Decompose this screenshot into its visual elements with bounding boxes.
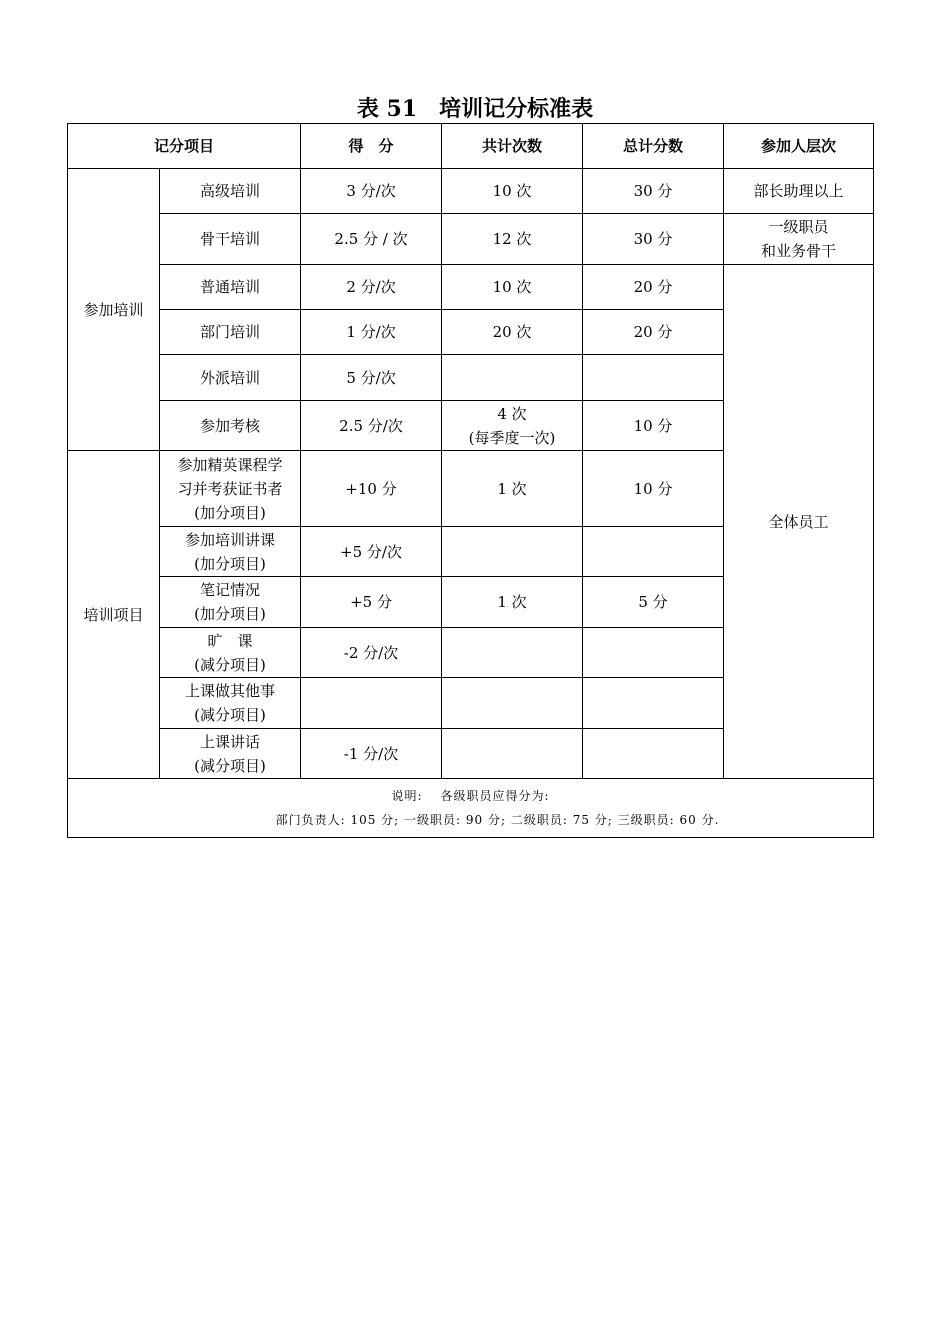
item-cell: 笔记情况 (加分项目) — [160, 577, 301, 628]
table-title: 表 51 培训记分标准表 — [356, 96, 594, 122]
note-row — [68, 779, 874, 838]
total-cell: 30 分 — [583, 169, 724, 214]
score-cell: 2.5 分 / 次 — [301, 214, 442, 265]
times-cell — [442, 527, 583, 577]
score-cell: +5 分/次 — [301, 527, 442, 577]
note-line-2: 部门负责人: 105 分; 一级职员: 90 分; 二级职员: 75 分; 三级职员: 60 分. — [275, 813, 720, 827]
header-score: 得 分 — [301, 124, 442, 169]
item-cell: 普通培训 — [160, 265, 301, 310]
score-cell: 2 分/次 — [301, 265, 442, 310]
score-cell: -1 分/次 — [301, 729, 442, 779]
level-cell: 一级职员 和业务骨干 — [724, 214, 874, 265]
total-cell: 20 分 — [583, 265, 724, 310]
times-cell: 4 次 (每季度一次) — [442, 401, 583, 451]
note-cell — [68, 779, 874, 838]
total-cell — [583, 729, 724, 779]
item-cell: 参加精英课程学 习并考获证书者 (加分项目) — [160, 451, 301, 527]
group-label-items: 培训项目 — [68, 451, 160, 779]
item-cell: 旷 课 (减分项目) — [160, 628, 301, 678]
total-cell: 5 分 — [583, 577, 724, 628]
times-cell: 20 次 — [442, 310, 583, 355]
times-cell: 10 次 — [442, 169, 583, 214]
total-cell — [583, 628, 724, 678]
header-total-score: 总计分数 — [583, 124, 724, 169]
table-row — [68, 169, 874, 214]
total-cell — [583, 527, 724, 577]
times-cell — [442, 678, 583, 729]
total-cell: 20 分 — [583, 310, 724, 355]
times-cell — [442, 628, 583, 678]
item-cell: 外派培训 — [160, 355, 301, 401]
total-cell — [583, 355, 724, 401]
item-cell: 部门培训 — [160, 310, 301, 355]
header-item: 记分项目 — [68, 124, 301, 169]
item-cell: 参加培训讲课 (加分项目) — [160, 527, 301, 577]
times-cell: 12 次 — [442, 214, 583, 265]
level-cell-all-staff: 全体员工 — [724, 265, 874, 779]
score-cell: 3 分/次 — [301, 169, 442, 214]
score-cell: +10 分 — [301, 451, 442, 527]
note-line-1: 各级职员应得分为: — [440, 789, 550, 803]
scoring-table — [67, 123, 874, 838]
header-total-times: 共计次数 — [442, 124, 583, 169]
score-cell: 5 分/次 — [301, 355, 442, 401]
total-cell: 30 分 — [583, 214, 724, 265]
times-cell: 1 次 — [442, 451, 583, 527]
times-cell — [442, 355, 583, 401]
score-cell: 2.5 分/次 — [301, 401, 442, 451]
total-cell — [583, 678, 724, 729]
table-row — [68, 214, 874, 265]
group-label-training: 参加培训 — [68, 169, 160, 451]
item-cell: 上课讲话 (减分项目) — [160, 729, 301, 779]
header-level: 参加人层次 — [724, 124, 874, 169]
score-cell: +5 分 — [301, 577, 442, 628]
note-label: 说明: — [391, 789, 423, 803]
score-cell: 1 分/次 — [301, 310, 442, 355]
times-cell — [442, 729, 583, 779]
item-cell: 高级培训 — [160, 169, 301, 214]
total-cell: 10 分 — [583, 401, 724, 451]
item-cell: 上课做其他事 (减分项目) — [160, 678, 301, 729]
total-cell: 10 分 — [583, 451, 724, 527]
table-row — [68, 265, 874, 310]
header-row — [68, 124, 874, 169]
level-cell: 部长助理以上 — [724, 169, 874, 214]
times-cell: 10 次 — [442, 265, 583, 310]
item-cell: 参加考核 — [160, 401, 301, 451]
item-cell: 骨干培训 — [160, 214, 301, 265]
score-cell: -2 分/次 — [301, 628, 442, 678]
times-cell: 1 次 — [442, 577, 583, 628]
score-cell — [301, 678, 442, 729]
